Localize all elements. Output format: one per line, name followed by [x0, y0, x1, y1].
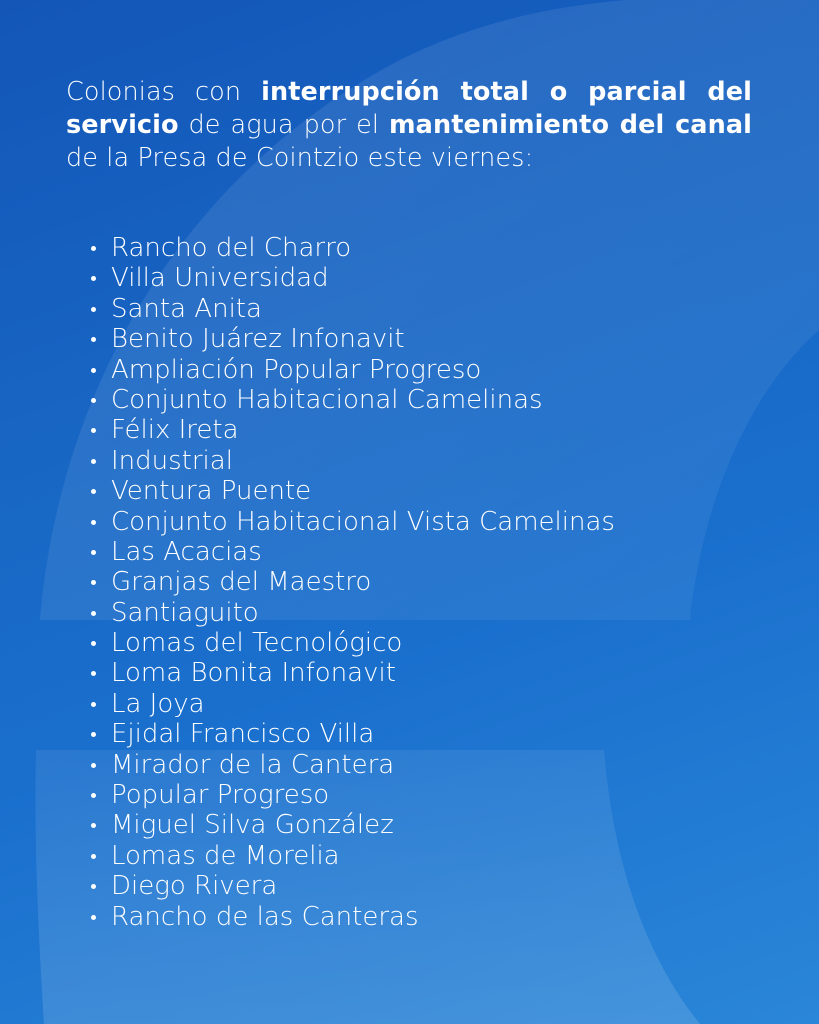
- list-item: Diego Rivera: [88, 871, 615, 901]
- list-item: Lomas de Morelia: [88, 841, 615, 871]
- intro-bold-1: interrupción total o parcial del servicio: [66, 77, 752, 140]
- list-item: La Joya: [88, 689, 615, 719]
- list-item: Popular Progreso: [88, 780, 615, 810]
- list-item: Ventura Puente: [88, 476, 615, 506]
- intro-text-1: Colonias con: [66, 77, 262, 107]
- list-item: Santa Anita: [88, 294, 615, 324]
- list-item: Granjas del Maestro: [88, 567, 615, 597]
- list-item: Loma Bonita Infonavit: [88, 658, 615, 688]
- list-item: Santiaguito: [88, 598, 615, 628]
- list-item: Mirador de la Cantera: [88, 750, 615, 780]
- list-item: Ampliación Popular Progreso: [88, 355, 615, 385]
- intro-text-2: de agua por el: [178, 110, 389, 140]
- intro-paragraph: [66, 76, 752, 175]
- list-item: Las Acacias: [88, 537, 615, 567]
- list-item: Ejidal Francisco Villa: [88, 719, 615, 749]
- list-item: Félix Ireta: [88, 415, 615, 445]
- list-item: Industrial: [88, 446, 615, 476]
- list-item: Miguel Silva González: [88, 810, 615, 840]
- list-item: Lomas del Tecnológico: [88, 628, 615, 658]
- colonias-list: [88, 233, 615, 932]
- list-item: Conjunto Habitacional Camelinas: [88, 385, 615, 415]
- intro-bold-2: mantenimiento del canal: [389, 110, 752, 140]
- list-item: Conjunto Habitacional Vista Camelinas: [88, 507, 615, 537]
- list-item: Rancho de las Canteras: [88, 902, 615, 932]
- list-item: Rancho del Charro: [88, 233, 615, 263]
- intro-text-3: de la Presa de Cointzio este viernes:: [66, 143, 534, 173]
- list-item: Villa Universidad: [88, 263, 615, 293]
- list-item: Benito Juárez Infonavit: [88, 324, 615, 354]
